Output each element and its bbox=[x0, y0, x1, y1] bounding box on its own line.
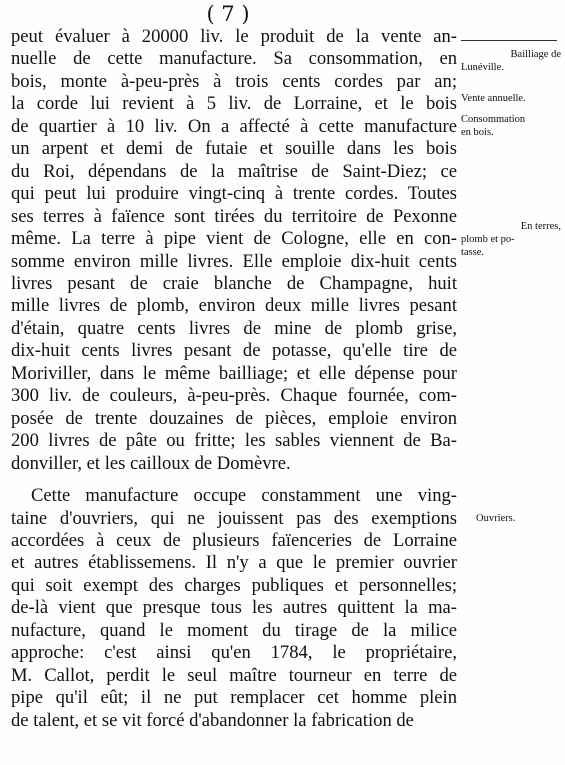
text-line: M. Callot, perdit le seul maître tourneur en terre de bbox=[11, 664, 457, 686]
text-line: peut évaluer à 20000 liv. le produit de la vente an- bbox=[11, 26, 457, 47]
text-line: ses terres à faïence sont tirées du territoire de Pexonne bbox=[11, 205, 457, 227]
text-line: nuelle de cette manufacture. Sa consommation, en bbox=[11, 48, 457, 70]
text-line: et autres établissemens. Il n'y a que le premier ouvrier bbox=[11, 552, 457, 574]
text-line: même. La terre à pipe vient de Cologne, elle en con- bbox=[11, 228, 457, 250]
text-line: bois, monte à-peu-près à trois cents cordes par an; bbox=[11, 70, 457, 92]
text-line: livres pesant de craie blanche de Champagne, huit bbox=[11, 272, 457, 294]
text-line: la corde lui revient à 5 liv. de Lorraine, et le bois bbox=[11, 93, 457, 115]
margin-note-terres: En terres, plomb et po- tasse. bbox=[461, 221, 561, 258]
margin-rule bbox=[461, 40, 557, 41]
text-line: dix-huit cents livres pesant de potasse, qu'elle tire de bbox=[11, 340, 457, 362]
margin-note-vente: Vente annuelle. bbox=[461, 93, 526, 104]
text-line: Cette manufacture occupe constamment une ving- bbox=[31, 485, 457, 507]
margin-note-bailliage: Bailliage de Lunéville. bbox=[461, 49, 561, 73]
margin-note-ouvriers: Ouvriers. bbox=[476, 513, 516, 524]
text-line: accordées à ceux de plusieurs faïenceries de Lorraine bbox=[11, 529, 457, 551]
text-line: posée de trente douzaines de pièces, emploie environ bbox=[11, 407, 457, 429]
text-line: un arpent et demi de futaie et souille dans les bois bbox=[11, 138, 457, 160]
text-line: taine d'ouvriers, qui ne jouissent pas des exemptions bbox=[11, 507, 457, 529]
main-text bbox=[11, 26, 457, 732]
paragraph bbox=[11, 485, 457, 732]
text-line: du Roi, dépendans de la maîtrise de Saint-Diez; ce bbox=[11, 160, 457, 182]
paragraph bbox=[11, 26, 457, 475]
text-line: nufacture, quand le moment du tirage de la milice bbox=[11, 619, 457, 641]
text-line: donviller, et les cailloux de Domèvre. bbox=[11, 452, 291, 474]
text-line: approche: c'est ainsi qu'en 1784, le propriétaire, bbox=[11, 642, 457, 664]
text-line: 200 livres de pâte ou fritte; les sables viennent de Ba- bbox=[11, 430, 457, 452]
text-line: d'étain, quatre cents livres de mine de plomb grise, bbox=[11, 317, 457, 339]
text-line: somme environ mille livres. Elle emploie dix-huit cents bbox=[11, 250, 457, 272]
page-number: ( 7 ) bbox=[206, 2, 250, 26]
text-line: qui peut lui produire vingt-cinq à trente cordes. Toutes bbox=[11, 183, 457, 205]
text-line: Moriviller, dans le même bailliage; et elle dépense pour bbox=[11, 362, 457, 384]
text-line: pipe qu'il eût; il ne put remplacer cet homme plein bbox=[11, 687, 457, 709]
text-line: de-là vient que presque tous les autres quittent la ma- bbox=[11, 597, 457, 619]
text-line: de quartier à 10 liv. On a affecté à cette manufacture bbox=[11, 115, 457, 137]
text-line: mille livres de plomb, environ deux mille livres pesant bbox=[11, 295, 457, 317]
text-line: qui soit exempt des charges publiques et personnelles; bbox=[11, 574, 457, 596]
text-line: de talent, et se vit forcé d'abandonner la fabrication de bbox=[11, 709, 414, 731]
margin-note-consommation: Consommation en bois. bbox=[461, 114, 526, 138]
text-line: 300 liv. de couleurs, à-peu-près. Chaque fournée, com- bbox=[11, 385, 457, 407]
